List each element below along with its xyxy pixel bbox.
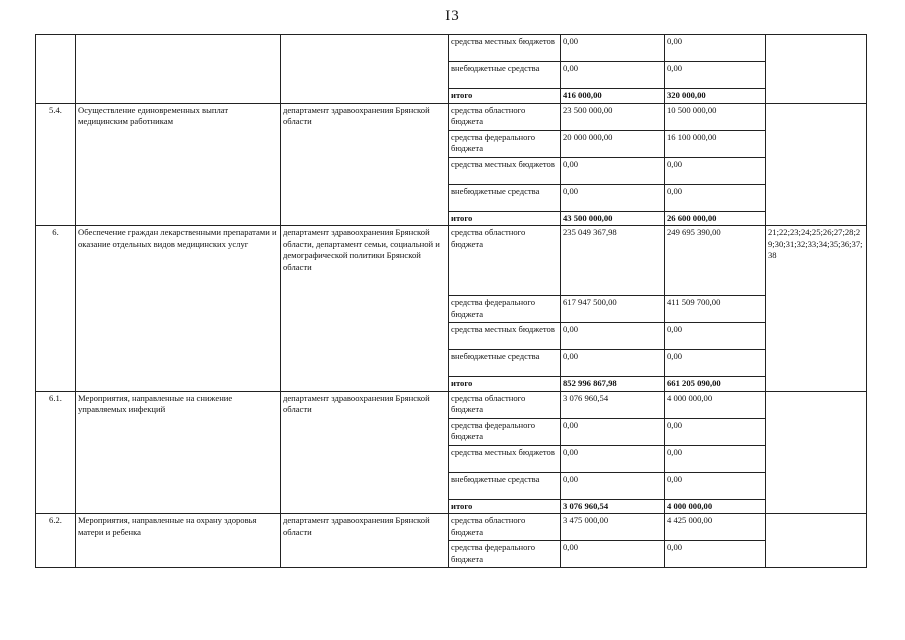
funding-source: средства федерального бюджета <box>449 541 561 568</box>
funding-source: внебюджетные средства <box>449 472 561 499</box>
funding-source: внебюджетные средства <box>449 62 561 89</box>
amount-year-2: 16 100 000,00 <box>665 130 766 157</box>
funding-source: внебюджетные средства <box>449 184 561 211</box>
amount-year-1: 3 076 960,54 <box>561 391 665 418</box>
budget-table <box>35 34 867 568</box>
amount-year-2: 0,00 <box>665 184 766 211</box>
amount-year-1: 852 996 867,98 <box>561 377 665 392</box>
measure-name: Мероприятия, направленные на охрану здоровья матери и ребенка <box>76 514 281 568</box>
funding-source: итого <box>449 89 561 104</box>
item-number: 5.4. <box>36 103 76 226</box>
amount-year-2: 4 000 000,00 <box>665 499 766 514</box>
amount-year-1: 0,00 <box>561 418 665 445</box>
item-number: 6.1. <box>36 391 76 514</box>
indicator-numbers <box>766 514 867 568</box>
amount-year-1: 3 076 960,54 <box>561 499 665 514</box>
item-number <box>36 35 76 104</box>
table-row <box>36 514 867 541</box>
amount-year-2: 411 509 700,00 <box>665 296 766 323</box>
amount-year-2: 661 205 090,00 <box>665 377 766 392</box>
indicator-numbers: 21;22;23;24;25;26;27;28;29;30;31;32;33;34;35;36;37;38 <box>766 226 867 392</box>
measure-name: Осуществление единовременных выплат медицинским работникам <box>76 103 281 226</box>
funding-source: средства местных бюджетов <box>449 157 561 184</box>
indicator-numbers <box>766 103 867 226</box>
funding-source: средства областного бюджета <box>449 226 561 296</box>
funding-source: средства областного бюджета <box>449 514 561 541</box>
executor: департамент здравоохранения Брянской области <box>281 514 449 568</box>
executor: департамент здравоохранения Брянской области, департамент семьи, социальной и демографической политики Брянской области <box>281 226 449 392</box>
amount-year-2: 0,00 <box>665 35 766 62</box>
amount-year-1: 20 000 000,00 <box>561 130 665 157</box>
funding-source: средства федерального бюджета <box>449 418 561 445</box>
amount-year-1: 0,00 <box>561 184 665 211</box>
funding-source: итого <box>449 499 561 514</box>
measure-name: Мероприятия, направленные на снижение управляемых инфекций <box>76 391 281 514</box>
amount-year-1: 0,00 <box>561 472 665 499</box>
amount-year-2: 0,00 <box>665 418 766 445</box>
executor: департамент здравоохранения Брянской области <box>281 391 449 514</box>
amount-year-2: 4 425 000,00 <box>665 514 766 541</box>
funding-source: средства областного бюджета <box>449 391 561 418</box>
table-row <box>36 391 867 418</box>
amount-year-1: 0,00 <box>561 445 665 472</box>
funding-source: средства федерального бюджета <box>449 130 561 157</box>
funding-source: итого <box>449 377 561 392</box>
page-number: I3 <box>445 8 460 24</box>
funding-source: средства федерального бюджета <box>449 296 561 323</box>
amount-year-1: 0,00 <box>561 323 665 350</box>
amount-year-2: 10 500 000,00 <box>665 103 766 130</box>
amount-year-2: 249 695 390,00 <box>665 226 766 296</box>
amount-year-2: 26 600 000,00 <box>665 211 766 226</box>
amount-year-2: 0,00 <box>665 445 766 472</box>
amount-year-1: 0,00 <box>561 62 665 89</box>
amount-year-1: 43 500 000,00 <box>561 211 665 226</box>
amount-year-1: 0,00 <box>561 35 665 62</box>
amount-year-1: 235 049 367,98 <box>561 226 665 296</box>
funding-source: внебюджетные средства <box>449 350 561 377</box>
table-row <box>36 103 867 130</box>
indicator-numbers <box>766 35 867 104</box>
executor: департамент здравоохранения Брянской области <box>281 103 449 226</box>
amount-year-2: 0,00 <box>665 62 766 89</box>
amount-year-2: 4 000 000,00 <box>665 391 766 418</box>
funding-source: средства местных бюджетов <box>449 445 561 472</box>
amount-year-2: 0,00 <box>665 472 766 499</box>
amount-year-1: 3 475 000,00 <box>561 514 665 541</box>
amount-year-2: 320 000,00 <box>665 89 766 104</box>
table-row <box>36 226 867 296</box>
measure-name: Обеспечение граждан лекарственными препаратами и оказание отдельных видов медицинских услуг <box>76 226 281 392</box>
amount-year-2: 0,00 <box>665 541 766 568</box>
amount-year-2: 0,00 <box>665 323 766 350</box>
amount-year-2: 0,00 <box>665 157 766 184</box>
measure-name <box>76 35 281 104</box>
funding-source: средства областного бюджета <box>449 103 561 130</box>
item-number: 6. <box>36 226 76 392</box>
amount-year-2: 0,00 <box>665 350 766 377</box>
amount-year-1: 23 500 000,00 <box>561 103 665 130</box>
indicator-numbers <box>766 391 867 514</box>
table-row <box>36 35 867 62</box>
item-number: 6.2. <box>36 514 76 568</box>
amount-year-1: 416 000,00 <box>561 89 665 104</box>
amount-year-1: 0,00 <box>561 350 665 377</box>
funding-source: средства местных бюджетов <box>449 35 561 62</box>
table-body <box>36 35 867 568</box>
funding-source: итого <box>449 211 561 226</box>
funding-source: средства местных бюджетов <box>449 323 561 350</box>
amount-year-1: 617 947 500,00 <box>561 296 665 323</box>
amount-year-1: 0,00 <box>561 541 665 568</box>
amount-year-1: 0,00 <box>561 157 665 184</box>
executor <box>281 35 449 104</box>
